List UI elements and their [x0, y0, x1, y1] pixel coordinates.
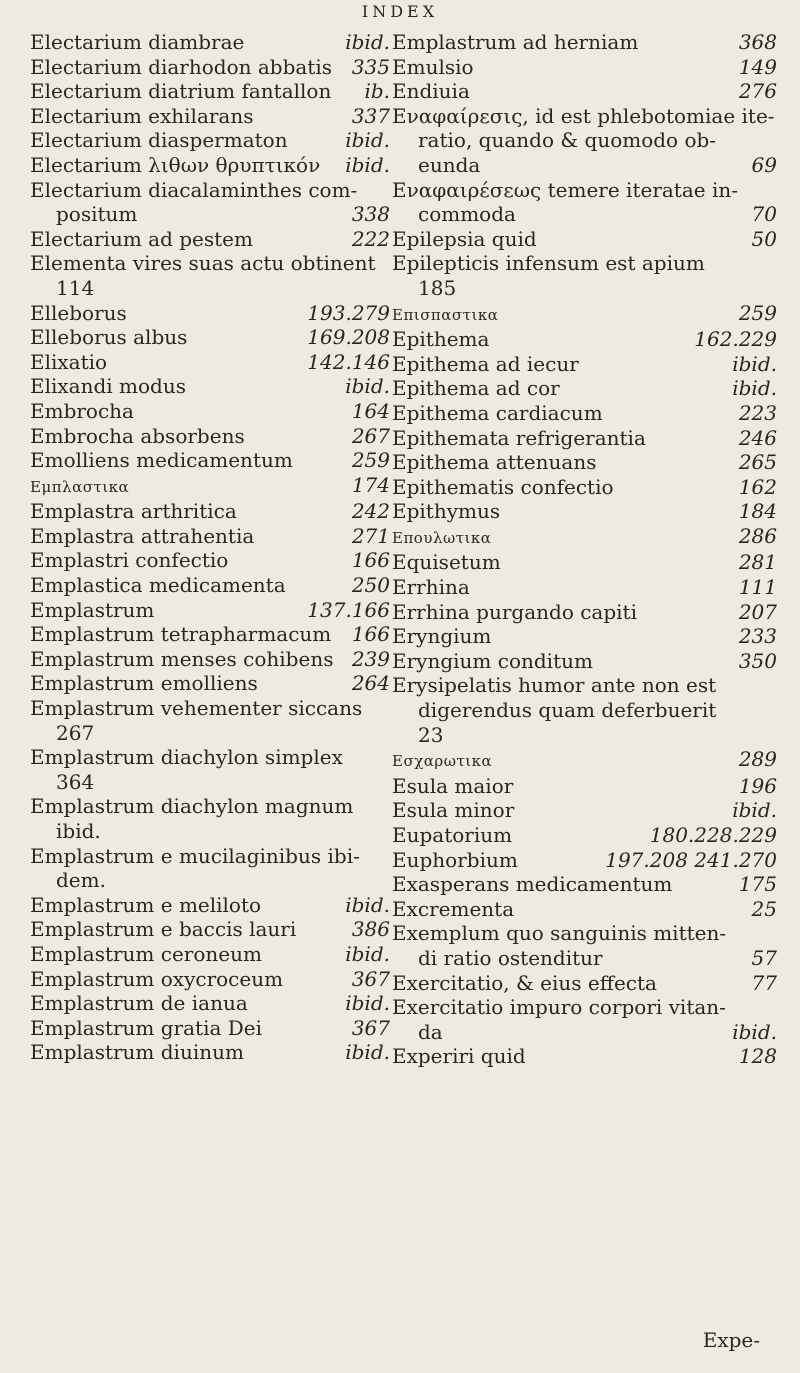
entry-continuation-text: positum	[56, 202, 138, 227]
entry-term: Electarium exhilarans	[30, 103, 254, 128]
entry-term: Epithema cardiacum	[392, 400, 603, 425]
index-entry-continuation	[392, 128, 777, 153]
entry-page-ref: 222	[351, 226, 390, 251]
entry-page-ref: 259	[738, 300, 777, 325]
entry-page-ref: 57	[751, 945, 777, 970]
index-entry	[392, 104, 777, 129]
entry-page-ref: 367	[351, 1015, 390, 1040]
entry-page-ref: 174	[351, 472, 390, 497]
entry-page-ref: ibid.	[345, 892, 390, 917]
entry-page-ref: ibid.	[345, 941, 390, 966]
entry-term: Epithema attenuans	[392, 450, 597, 475]
index-entry	[392, 823, 777, 848]
entry-term: Eryngium	[392, 624, 492, 649]
entry-continuation-text: di ratio ostenditur	[418, 945, 603, 970]
index-entry	[392, 995, 777, 1020]
entry-page-ref: 69	[751, 152, 777, 177]
index-entry-continuation	[392, 153, 777, 178]
entry-page-ref: 142.146	[307, 349, 390, 374]
entry-continuation-text: ibid.	[56, 819, 101, 843]
entry-term: Excrementa	[392, 896, 515, 921]
index-entry	[30, 622, 390, 647]
entry-term: Eupatorium	[392, 823, 513, 847]
entry-page-ref: 193.279	[307, 300, 390, 325]
index-entry	[392, 798, 777, 823]
entry-continuation-text: 185	[418, 275, 457, 300]
index-entry	[30, 967, 390, 992]
entry-term: Emplastrum	[30, 597, 155, 622]
entry-term: Elixandi modus	[30, 374, 186, 399]
entry-page-ref: 350	[738, 648, 777, 673]
entry-term: Exercitatio, & eius effecta	[392, 970, 657, 995]
entry-term: Elleborus albus	[30, 325, 188, 350]
index-entry	[392, 426, 777, 451]
index-entry	[30, 424, 390, 449]
entry-continuation-text: commoda	[418, 202, 516, 227]
index-entry	[392, 649, 777, 674]
index-entry	[392, 401, 777, 426]
entry-term: Emplastri confectio	[30, 548, 229, 573]
entry-continuation-text: dem.	[56, 868, 106, 893]
index-entry	[392, 352, 777, 377]
entry-term: Emplastrum e baccis lauri	[30, 917, 297, 942]
index-entry-continuation	[30, 868, 390, 893]
entry-term: Emplastrum de ianua	[30, 991, 248, 1016]
entry-page-ref: 276	[738, 79, 777, 104]
entry-continuation-text: 267	[56, 720, 95, 745]
entry-term: Exercitatio impuro corpori vitan-	[392, 995, 726, 1020]
index-entry	[30, 178, 390, 203]
index-entry	[30, 399, 390, 424]
index-entry	[392, 251, 777, 276]
entry-continuation-text: 364	[56, 769, 95, 794]
entry-page-ref: ibid.	[732, 351, 777, 376]
entry-page-ref: 246	[738, 425, 777, 450]
entry-term: Embrocha absorbens	[30, 423, 245, 448]
index-entry	[392, 624, 777, 649]
index-entry	[392, 30, 777, 55]
index-entry	[392, 575, 777, 600]
entry-page-ref: 338	[351, 202, 390, 227]
index-entry	[392, 872, 777, 897]
entry-page-ref: 180.228.229	[649, 823, 777, 847]
entry-page-ref: 264	[351, 671, 390, 696]
entry-term: Emolliens medicamentum	[30, 448, 293, 473]
entry-page-ref: ibid.	[345, 30, 390, 54]
entry-term: Eryngium conditum	[392, 648, 593, 673]
entry-page-ref: 271	[351, 523, 390, 548]
entry-page-ref: 166	[351, 548, 390, 573]
entry-term: Epilepsia quid	[392, 226, 537, 251]
entry-page-ref: 223	[738, 400, 777, 425]
index-entry	[30, 548, 390, 573]
entry-page-ref: 250	[351, 573, 390, 598]
index-entry	[392, 450, 777, 475]
entry-term: Epithematis confectio	[392, 474, 614, 499]
entry-term: Euphorbium	[392, 847, 518, 872]
entry-term: Esula minor	[392, 798, 515, 823]
index-entry	[30, 598, 390, 623]
entry-term: Epithymus	[392, 499, 501, 524]
entry-page-ref: 259	[351, 448, 390, 473]
entry-page-ref: 207	[738, 599, 777, 624]
index-entry	[392, 301, 777, 328]
entry-term: Errhina	[392, 575, 470, 600]
entry-continuation-text: eunda	[418, 152, 481, 177]
entry-term: Emplastrum gratia Dei	[30, 1015, 263, 1040]
entry-page-ref: 239	[351, 646, 390, 671]
entry-page-ref: 175	[738, 872, 777, 897]
entry-page-ref: 335	[351, 54, 390, 79]
entry-term: Emplastra arthritica	[30, 499, 237, 524]
entry-page-ref: 149	[738, 54, 777, 79]
index-entry	[30, 227, 390, 252]
entry-page-ref: 265	[738, 450, 777, 475]
index-entry-continuation	[30, 770, 390, 795]
entry-page-ref: 242	[351, 499, 390, 524]
entry-term: Exemplum quo sanguinis mitten-	[392, 921, 727, 946]
entry-continuation-text: 23	[418, 722, 444, 747]
index-entry	[392, 178, 777, 203]
index-entry	[392, 475, 777, 500]
entry-term: Electarium diambrae	[30, 30, 245, 54]
entry-term: Emplastra attrahentia	[30, 523, 255, 548]
index-entry	[30, 301, 390, 326]
entry-term: Elementa vires suas actu obtinent	[30, 251, 376, 276]
entry-term: Emplastrum e mucilaginibus ibi-	[30, 843, 360, 868]
entry-page-ref: ibid.	[732, 376, 777, 401]
entry-page-ref: ibid.	[345, 991, 390, 1016]
index-entry	[30, 448, 390, 473]
entry-term: Electarium diacalaminthes com-	[30, 177, 358, 202]
entry-page-ref: 196	[738, 773, 777, 798]
index-entry	[30, 745, 390, 770]
entry-term: Emplastrum diuinum	[30, 1040, 244, 1065]
entry-term: Elleborus	[30, 300, 127, 325]
entry-continuation-text: da	[418, 1019, 443, 1044]
index-entry	[30, 153, 390, 178]
entry-page-ref: 166	[351, 622, 390, 647]
entry-term: Εναφαίρεσις, id est phlebotomiae ite-	[392, 103, 775, 128]
right-column	[392, 30, 777, 1069]
index-entry	[392, 921, 777, 946]
index-entry	[392, 1044, 777, 1069]
entry-page-ref: ibid.	[345, 128, 390, 153]
index-entry-continuation	[392, 1020, 777, 1045]
entry-page-ref: ibid.	[345, 1040, 390, 1065]
index-entry	[30, 473, 390, 500]
entry-page-ref: 368	[738, 30, 777, 54]
index-entry-continuation	[392, 698, 777, 723]
index-entry	[30, 325, 390, 350]
index-entry	[30, 573, 390, 598]
entry-page-ref: ibid.	[345, 374, 390, 399]
index-entry	[392, 971, 777, 996]
index-entry	[30, 128, 390, 153]
index-entry	[392, 499, 777, 524]
entry-term: Emulsio	[392, 54, 474, 79]
entry-term: Equisetum	[392, 550, 501, 575]
index-entry	[30, 991, 390, 1016]
entry-page-ref: ibid.	[732, 798, 777, 823]
index-entry	[30, 104, 390, 129]
entry-term: Εναφαιρέσεως temere iteratae in-	[392, 177, 738, 202]
entry-page-ref: 337	[351, 103, 390, 128]
entry-page-ref: 169.208	[307, 325, 390, 350]
left-column	[30, 30, 390, 1065]
entry-term: Epithemata refrigerantia	[392, 425, 646, 450]
entry-term: Emplastrum oxycroceum	[30, 966, 284, 991]
entry-page-ref: 164	[351, 398, 390, 423]
index-entry	[392, 55, 777, 80]
entry-page-ref: ibid.	[732, 1019, 777, 1044]
entry-page-ref: 70	[751, 202, 777, 227]
entry-page-ref: 286	[738, 523, 777, 548]
entry-term: Electarium ad pestem	[30, 226, 253, 251]
index-entry	[392, 897, 777, 922]
entry-term: Epithema ad cor	[392, 376, 560, 401]
entry-term: Emplastrum tetrapharmacum	[30, 622, 332, 647]
entry-continuation-text: ratio, quando & quomodo ob-	[418, 128, 717, 153]
index-entry	[392, 600, 777, 625]
index-entry	[30, 1016, 390, 1041]
entry-page-ref: 289	[738, 747, 777, 772]
index-entry	[30, 917, 390, 942]
index-entry	[30, 251, 390, 276]
entry-page-ref: 162.229	[694, 327, 777, 352]
entry-term: Errhina purgando capiti	[392, 599, 637, 624]
entry-page-ref: 197.208 241.270	[605, 847, 777, 872]
index-entry	[30, 893, 390, 918]
entry-page-ref: 162	[738, 474, 777, 499]
entry-term: Emplastrum menses cohibens	[30, 646, 334, 671]
entry-term: Epithema ad iecur	[392, 351, 579, 376]
entry-term: Electarium diarhodon abbatis	[30, 54, 332, 79]
index-entry-continuation	[392, 723, 777, 748]
index-entry	[392, 747, 777, 774]
index-entry	[392, 376, 777, 401]
index-entry	[30, 942, 390, 967]
index-entry-continuation	[30, 819, 390, 844]
index-entry	[392, 227, 777, 252]
index-entry	[30, 1040, 390, 1065]
entry-page-ref: 111	[738, 575, 777, 600]
entry-term: Embrocha	[30, 398, 134, 423]
entry-page-ref: 137.166	[307, 597, 390, 622]
entry-page-ref: 367	[351, 966, 390, 991]
entry-term: Emplastrum diachylon simplex	[30, 745, 343, 770]
index-entry	[30, 30, 390, 55]
entry-continuation-text: 114	[56, 275, 95, 300]
index-entry-continuation	[392, 202, 777, 227]
index-entry	[30, 696, 390, 721]
entry-term: Εμπλαστικα	[30, 477, 130, 496]
entry-page-ref: 128	[738, 1044, 777, 1069]
entry-term: Electarium diatrium fantallon	[30, 79, 332, 104]
entry-page-ref: ib.	[364, 79, 390, 104]
entry-page-ref: 233	[738, 624, 777, 649]
entry-term: Erysipelatis humor ante non est	[392, 673, 717, 698]
index-entry-continuation	[392, 946, 777, 971]
index-entry	[30, 524, 390, 549]
index-entry	[30, 794, 390, 819]
entry-term: Emplastica medicamenta	[30, 573, 286, 598]
index-entry-continuation	[30, 721, 390, 746]
index-entry	[30, 647, 390, 672]
index-entry	[392, 848, 777, 873]
entry-page-ref: 281	[738, 550, 777, 575]
entry-term: Electarium diaspermaton	[30, 128, 288, 153]
entry-page-ref: 77	[751, 970, 777, 995]
entry-page-ref: 25	[751, 896, 777, 921]
running-head: INDEX	[361, 2, 439, 21]
index-entry	[30, 79, 390, 104]
entry-term: Emplastrum diachylon magnum	[30, 794, 354, 819]
entry-page-ref: 267	[351, 423, 390, 448]
index-entry	[30, 374, 390, 399]
entry-term: Esula maior	[392, 773, 514, 798]
entry-term: Emplastrum ad herniam	[392, 30, 639, 54]
index-entry	[30, 350, 390, 375]
entry-page-ref: 386	[351, 917, 390, 942]
entry-page-ref: 50	[751, 226, 777, 251]
entry-page-ref: ibid.	[345, 152, 390, 177]
entry-term: Emplastrum e meliloto	[30, 892, 262, 917]
entry-term: Exasperans medicamentum	[392, 872, 673, 897]
index-entry	[30, 55, 390, 80]
index-entry	[30, 671, 390, 696]
index-entry	[30, 844, 390, 869]
entry-term: Epithema	[392, 327, 490, 352]
catchword: Expe-	[702, 1328, 760, 1352]
entry-continuation-text: digerendus quam deferbuerit	[418, 698, 717, 723]
entry-page-ref: 184	[738, 499, 777, 524]
index-entry	[392, 774, 777, 799]
entry-term: Emplastrum vehementer siccans	[30, 696, 363, 721]
entry-term: Elixatio	[30, 349, 108, 374]
entry-term: Experiri quid	[392, 1044, 526, 1069]
entry-term: Επουλωτικα	[392, 528, 492, 547]
entry-term: Επισπαστικα	[392, 305, 499, 324]
index-entry-continuation	[392, 276, 777, 301]
entry-term: Εσχαρωτικα	[392, 752, 493, 771]
entry-term: Endiuia	[392, 79, 470, 104]
entry-term: Emplastrum ceroneum	[30, 941, 262, 966]
index-entry	[392, 550, 777, 575]
index-entry	[392, 524, 777, 551]
index-entry	[392, 327, 777, 352]
entry-term: Epilepticis infensum est apium	[392, 251, 705, 276]
index-entry	[30, 499, 390, 524]
entry-term: Emplastrum emolliens	[30, 671, 258, 696]
index-entry	[392, 673, 777, 698]
index-entry-continuation	[30, 202, 390, 227]
index-entry	[392, 79, 777, 104]
entry-term: Electarium λιθων θρυπτικόν	[30, 152, 321, 177]
index-entry-continuation	[30, 276, 390, 301]
